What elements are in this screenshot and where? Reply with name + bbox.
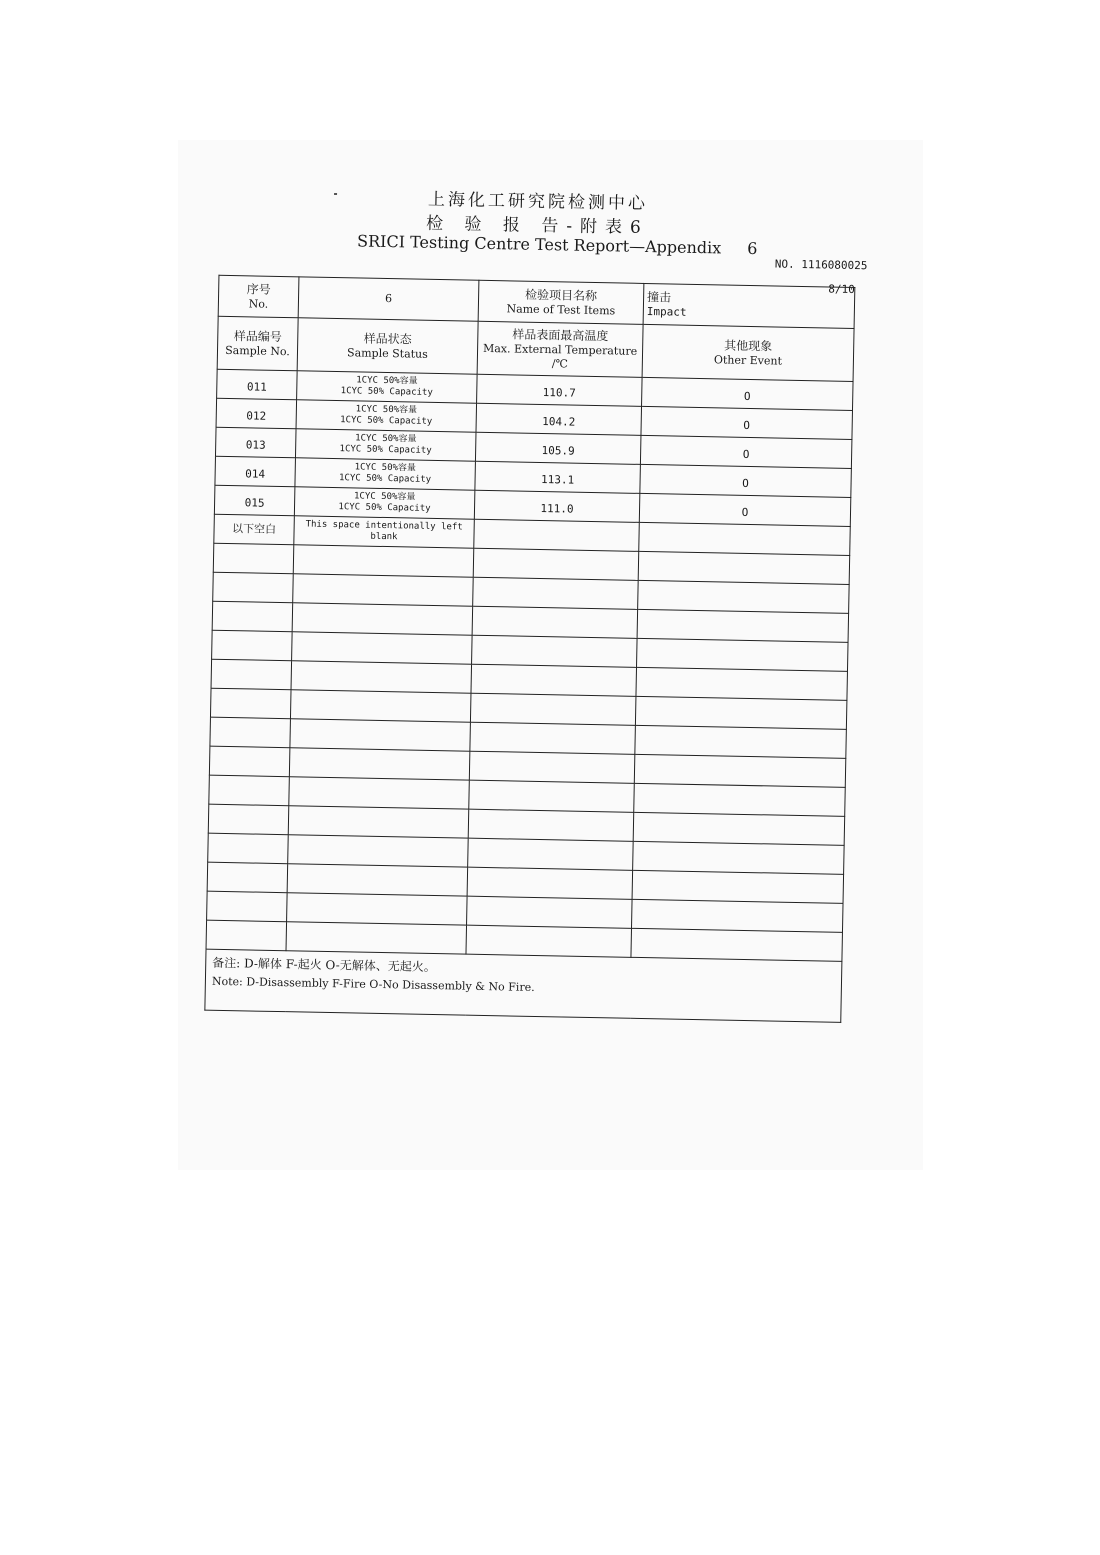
report-sheet [192,169,889,1062]
empty-cell [210,688,291,719]
empty-cell [471,664,637,696]
temperature-value: 104.2 [542,414,576,429]
report-title-en-text: SRICI Testing Centre Test Report—Appendix [356,231,722,258]
temp-cell [475,432,641,464]
empty-cell [286,922,467,954]
test-item-label-cn: 检验项目名称 [525,287,598,303]
sample-cell [214,485,295,516]
event-cell [641,406,853,439]
empty-cell [211,659,292,690]
status-en: 1CYC 50% Capacity [340,415,433,427]
empty-cell [636,667,848,700]
empty-cell [212,630,293,661]
empty-cell [472,635,638,667]
sample-number: 013 [245,437,266,452]
status-cell [297,371,478,403]
empty-cell [288,806,469,838]
note-cn: 备注: D-解体 F-起火 O-无解体、无起火。 [212,955,436,975]
sample-number: 012 [246,408,267,423]
temperature-value: 110.7 [542,385,576,400]
event-value: O [742,476,750,490]
no-value: 6 [384,291,393,306]
empty-cell [639,522,851,555]
col-temp [477,321,643,377]
status-en: 1CYC 50% Capacity [339,444,432,456]
note-cell [205,949,842,1022]
col-status-cn: 样品状态 [363,331,412,346]
status-cell [295,458,476,490]
status-cn: 1CYC 50%容量 [356,375,418,387]
empty-cell [466,925,632,957]
note-en: Note: D-Disassembly F-Fire O-No Disassembly & No Fire. [211,974,535,994]
status-cell [296,400,477,432]
event-value: O [743,418,751,432]
test-item-label-en: Name of Test Items [506,301,616,317]
col-event-en: Other Event [713,352,783,368]
empty-cell [468,809,634,841]
empty-cell [208,804,289,835]
no-value-cell [298,277,479,321]
col-sample-no-cn: 样品编号 [233,328,282,344]
temp-cell [475,461,641,493]
blank-cn-cell [214,514,295,545]
col-sample-no [217,316,298,371]
temperature-value: 113.1 [540,472,575,487]
empty-cell [634,754,846,787]
col-event [642,324,854,381]
col-temp-en: Max. External Temperature [482,341,638,358]
empty-cell [633,841,845,874]
temperature-value: 111.0 [540,501,574,516]
no-label-cn: 序号 [246,281,271,297]
empty-cell [293,574,474,606]
event-cell [639,493,851,526]
status-cn: 1CYC 50%容量 [354,462,417,474]
empty-cell [633,812,845,845]
no-label-en: No. [248,296,269,311]
test-item-value-cn: 撞击 [646,289,672,304]
empty-cell [473,548,639,580]
empty-cell [209,775,290,806]
temperature-value: 105.9 [541,443,575,458]
sample-number: 015 [244,495,265,510]
col-temp-unit: /℃ [551,356,568,370]
event-cell [642,377,854,410]
empty-cell [290,690,471,722]
report-title-cn: 检 验 报 告-附表6 [425,213,650,239]
empty-cell [289,777,470,809]
empty-cell [631,928,843,961]
empty-cell [213,543,294,574]
empty-cell [290,719,471,751]
empty-cell [637,638,849,671]
status-cn: 1CYC 50%容量 [353,491,416,503]
empty-cell [470,722,636,754]
empty-cell [206,920,287,951]
status-cn: 1CYC 50%容量 [355,404,418,416]
empty-cell [207,891,288,922]
page-number: 8/10 [828,282,855,296]
report-number: NO. 1116080025 [774,257,868,273]
empty-cell [209,746,290,777]
empty-cell [632,870,844,903]
empty-cell [287,893,468,925]
status-en: 1CYC 50% Capacity [340,386,433,398]
empty-cell [635,696,847,729]
empty-cell [468,838,634,870]
empty-cell [634,783,846,816]
temp-cell [476,403,642,435]
empty-cell [635,725,847,758]
status-en: 1CYC 50% Capacity [338,502,431,514]
event-value: O [743,389,751,403]
empty-cell [469,751,635,783]
empty-cell [210,717,291,748]
event-value: O [742,447,750,461]
empty-cell [467,867,633,899]
sample-cell [217,369,298,400]
col-status [297,318,478,374]
empty-cell [291,661,472,693]
empty-cell [212,601,293,632]
empty-cell [292,632,473,664]
no-label-cell [218,275,299,318]
temp-cell [474,490,640,522]
col-event-cn: 其他现象 [724,337,773,353]
status-cell [294,487,475,519]
sample-number: 011 [246,379,267,394]
blank-cn: 以下空白 [231,522,277,536]
empty-cell [637,609,849,642]
status-en: 1CYC 50% Capacity [338,473,432,485]
sample-cell [215,427,296,458]
empty-cell [472,606,638,638]
status-cell [295,429,476,461]
event-value: O [741,505,749,519]
temp-cell [477,374,643,406]
empty-cell [470,693,636,725]
empty-cell [292,603,473,635]
empty-cell [213,572,294,603]
empty-cell [638,551,850,584]
empty-cell [473,577,639,609]
event-cell [640,464,852,497]
sample-cell [215,456,296,487]
empty-cell [474,519,640,551]
empty-cell [632,899,844,932]
test-item-label-cell [478,280,644,324]
blank-en-cell [294,516,475,548]
col-sample-no-en: Sample No. [225,343,290,358]
col-temp-cn: 样品表面最高温度 [512,326,609,343]
empty-cell [207,862,288,893]
empty-cell [289,748,470,780]
sample-cell [216,398,297,429]
event-cell [640,435,852,468]
empty-cell [467,896,633,928]
empty-cell [469,780,635,812]
empty-cell [293,545,474,577]
empty-cell [208,833,289,864]
sample-number: 014 [245,466,266,481]
status-cn: 1CYC 50%容量 [355,433,417,445]
note-row [205,949,842,1022]
blank-en: This space intentionally left blank [305,519,463,543]
empty-cell [287,864,468,896]
appendix-number: 6 [747,238,758,259]
col-status-en: Sample Status [346,345,428,361]
test-item-value-en: Impact [646,304,687,319]
organization-title: 上海化工研究院检测中心 [427,189,649,214]
test-item-value-cell [643,283,855,328]
results-table [204,275,855,1023]
empty-cell [288,835,469,867]
empty-cell [638,580,850,613]
